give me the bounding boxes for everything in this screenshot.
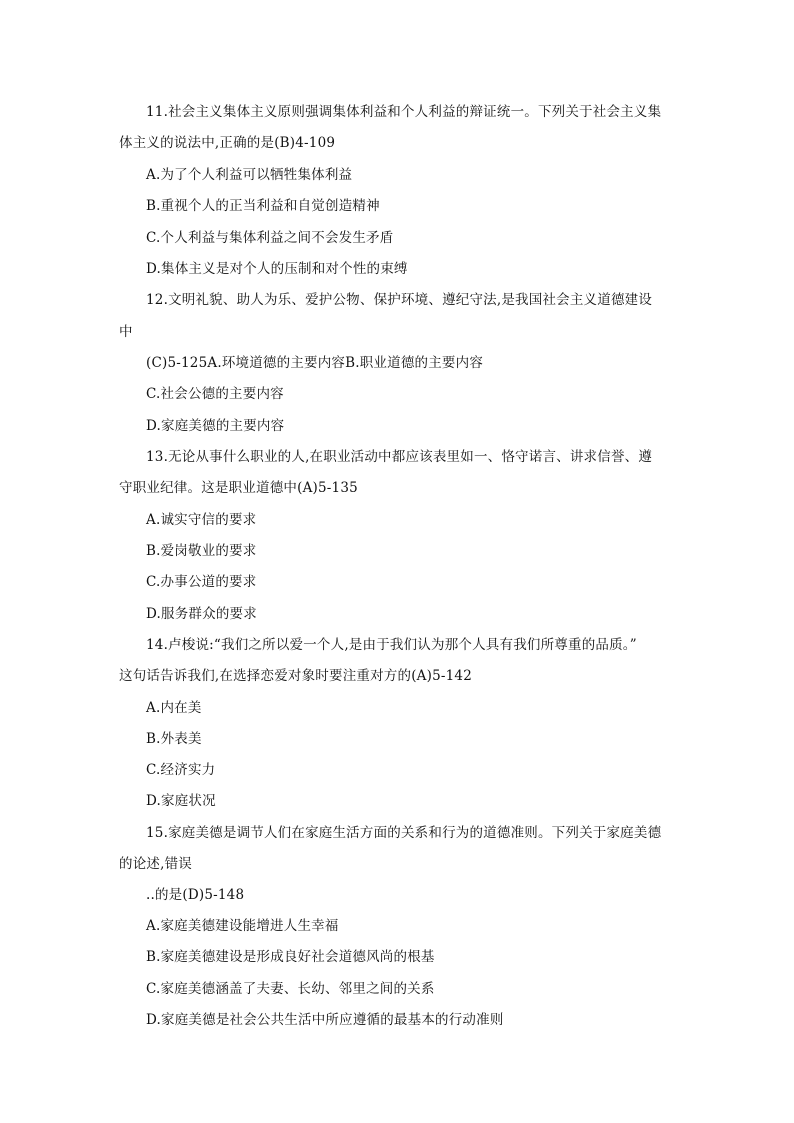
question-15-stem-line-2: 的论述,错误	[119, 856, 192, 872]
question-11-stem-line-2: 体主义的说法中,正确的是(B)4-109	[119, 135, 336, 151]
question-13-option-b: B.爱岗敬业的要求	[146, 543, 257, 559]
question-14-option-a: A.内在美	[146, 700, 202, 716]
question-13-option-a: A.诚实守信的要求	[146, 512, 257, 528]
question-15-option-c: C.家庭美德涵盖了夫妻、长幼、邻里之间的关系	[146, 981, 435, 997]
question-14-stem-line-2: 这句话告诉我们,在选择恋爱对象时要注重对方的(A)5-142	[119, 668, 472, 684]
question-13-stem-line-1: 13.无论从事什么职业的人,在职业活动中都应该表里如一、恪守诺言、讲求信誉、遵	[146, 449, 653, 465]
question-15-option-a: A.家庭美德建设能增进人生幸福	[146, 918, 339, 934]
question-13-option-d: D.服务群众的要求	[146, 606, 257, 622]
question-14-stem-line-1: 14.卢梭说:“我们之所以爱一个人,是由于我们认为那个人具有我们所尊重的品质。”	[146, 637, 637, 653]
question-14-option-c: C.经济实力	[146, 762, 216, 778]
question-14-option-b: B.外表美	[146, 731, 202, 747]
question-11-option-a: A.为了个人利益可以牺牲集体利益	[146, 167, 353, 183]
question-12-answer-options-ab: (C)5-125A.环境道德的主要内容B.职业道德的主要内容	[146, 355, 484, 371]
question-12-option-d: D.家庭美德的主要内容	[146, 418, 285, 434]
question-11-option-c: C.个人利益与集体利益之间不会发生矛盾	[146, 230, 394, 246]
question-12-option-c: C.社会公德的主要内容	[146, 386, 284, 402]
question-14-option-d: D.家庭状况	[146, 793, 216, 809]
question-15-stem-line-3: ..的是(D)5-148	[146, 887, 245, 903]
question-15-stem-line-1: 15.家庭美德是调节人们在家庭生活方面的关系和行为的道德准则。下列关于家庭美德	[146, 825, 662, 841]
question-13-stem-line-2: 守职业纪律。这是职业道德中(A)5-135	[119, 480, 358, 496]
question-11-option-b: B.重视个人的正当利益和自觉创造精神	[146, 198, 380, 214]
question-15-option-b: B.家庭美德建设是形成良好社会道德风尚的根基	[146, 949, 435, 965]
question-11-option-d: D.集体主义是对个人的压制和对个性的束缚	[146, 261, 408, 277]
question-15-option-d: D.家庭美德是社会公共生活中所应遵循的最基本的行动准则	[146, 1012, 504, 1028]
question-11-stem-line-1: 11.社会主义集体主义原则强调集体利益和个人利益的辩证统一。下列关于社会主义集	[146, 104, 662, 120]
question-12-stem-line-2: 中	[119, 324, 133, 340]
question-13-option-c: C.办事公道的要求	[146, 574, 257, 590]
question-12-stem-line-1: 12.文明礼貌、助人为乐、爱护公物、保护环境、遵纪守法,是我国社会主义道德建设	[146, 292, 653, 308]
